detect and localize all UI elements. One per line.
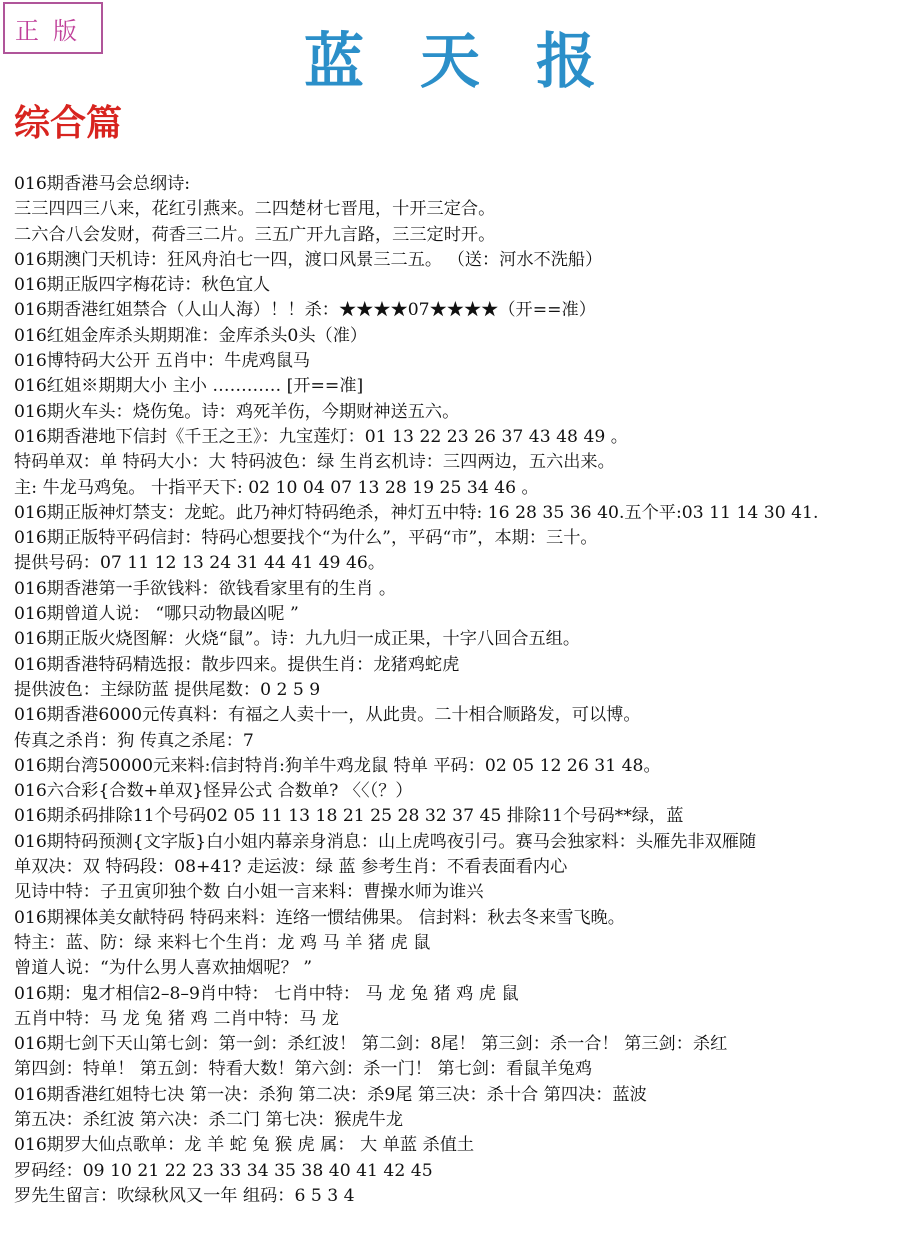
text-line: 传真之杀肖：狗 传真之杀尾：7	[14, 730, 254, 751]
text-line: 二六合八会发财，荷香三二片。三五广开九言路，三三定时开。	[14, 224, 496, 245]
text-line: 016期火车头：烧伤兔。诗：鸡死羊伤，今期财神送五六。	[14, 401, 460, 422]
text-line: 016期香港6000元传真料：有福之人卖十一，从此贵。二十相合顺路发，可以博。	[14, 705, 641, 726]
text-line: 016期香港红姐禁合（人山人海）！！杀：★★★★07★★★★（开==准）	[14, 300, 596, 321]
text-line: 016期正版神灯禁支：龙蛇。此乃神灯特码绝杀，神灯五中特: 16 28 35 36 40.五个平:03 11 14 30 41.	[14, 502, 819, 523]
text-line: 特主：蓝、防：绿 来料七个生肖：龙 鸡 马 羊 猪 虎 鼠	[14, 932, 431, 953]
text-line: 016博特码大公开 五肖中：牛虎鸡鼠马	[14, 351, 311, 372]
section-heading: 综合篇	[14, 102, 123, 144]
text-line: 第四剑：特单！ 第五剑：特看大数！第六剑：杀一门！ 第七剑：看鼠羊兔鸡	[14, 1059, 593, 1080]
text-line: 016期：鬼才相信2–8–9肖中特： 七肖中特： 马 龙 兔 猪 鸡 虎 鼠	[14, 983, 519, 1004]
text-line: 第五决：杀红波 第六决：杀二门 第七决：猴虎牛龙	[14, 1109, 404, 1130]
text-line: 016期正版火烧图解：火烧“鼠”。诗：九九归一成正果，十字八回合五组。	[14, 629, 581, 650]
text-line: 016期香港地下信封《千王之王》：九宝莲灯：01 13 22 23 26 37 43 48 49 。	[14, 426, 628, 447]
text-line: 单双决：双 特码段：08+41? 走运波：绿 蓝 参考生肖：不看表面看内心	[14, 857, 568, 878]
text-line: 016期正版四字梅花诗：秋色宜人	[14, 275, 271, 296]
text-line: 016红姐金库杀头期期准：金库杀头0头（准）	[14, 325, 368, 346]
text-line: 016期特码预测{文字版}白小姐内幕亲身消息：山上虎鸣夜引弓。赛马会独家料：头雁先非双雁随	[14, 831, 757, 852]
text-line: 罗先生留言：吹绿秋风又一年 组码：6 5 3 4	[14, 1185, 355, 1206]
page-title: 蓝天报	[304, 27, 652, 97]
text-line: 016期曾道人说： “哪只动物最凶呢 ”	[14, 604, 299, 625]
text-line: 016期香港马会总纲诗:	[14, 174, 191, 194]
text-line: 提供号码：07 11 12 13 24 31 44 41 49 46。	[14, 553, 386, 574]
text-line: 016红姐※期期大小 主小 ………… [开==准]	[14, 376, 364, 397]
text-line: 三三四四三八来，花红引燕来。二四楚材七晋甩，十开三定合。	[14, 199, 496, 220]
text-line: 主: 牛龙马鸡兔。 十指平天下: 02 10 04 07 13 28 19 25 34 46 。	[14, 477, 539, 498]
text-line: 016期香港红姐特七决 第一决：杀狗 第二决：杀9尾 第三决：杀十合 第四决：蓝波	[14, 1084, 647, 1105]
text-line: 016期杀码排除11个号码02 05 11 13 18 21 25 28 32 37 45 排除11个号码**绿，蓝	[14, 806, 684, 827]
text-line: 提供波色：主绿防蓝 提供尾数：0 2 5 9	[14, 679, 321, 700]
text-line: 016期香港第一手欲钱料：欲钱看家里有的生肖 。	[14, 578, 397, 599]
text-line: 曾道人说：“为什么男人喜欢抽烟呢？ ”	[14, 958, 313, 979]
text-line: 016期七剑下天山第七剑：第一剑：杀红波！ 第二剑：8尾！ 第三剑：杀一合！ 第三剑：杀红	[14, 1034, 728, 1055]
text-line: 罗码经：09 10 21 22 23 33 34 35 38 40 41 42 45	[14, 1160, 433, 1181]
text-line: 016期裸体美女献特码 特码来料：连络一惯结佛果。 信封料：秋去冬来雪飞晚。	[14, 907, 625, 928]
content-lines	[14, 172, 896, 1209]
text-line: 016期罗大仙点歌单：龙 羊 蛇 兔 猴 虎 属： 大 单蓝 杀值土	[14, 1135, 475, 1156]
text-line: 五肖中特：马 龙 兔 猪 鸡 二肖中特：马 龙	[14, 1008, 339, 1029]
text-line: 016期正版特平码信封：特码心想要找个“为什么”，平码“市”，本期：三十。	[14, 528, 598, 549]
text-line: 016期香港特码精选报：散步四来。提供生肖：龙猪鸡蛇虎	[14, 654, 460, 675]
text-line: 016期台湾50000元来料:信封特肖:狗羊牛鸡龙鼠 特单 平码：02 05 12 26 31 48。	[14, 755, 661, 776]
text-line: 016六合彩{合数+单双}怪异公式 合数单? 〈〈（？）	[14, 781, 413, 802]
authentic-stamp: 正版	[3, 2, 103, 54]
text-line: 016期澳门天机诗：狂风舟泊七一四，渡口风景三二五。 （送：河水不洗船）	[14, 249, 603, 270]
text-line: 特码单双：单 特码大小：大 特码波色：绿 生肖玄机诗：三四两边，五六出来。	[14, 452, 615, 473]
text-line: 见诗中特：子丑寅卯独个数 白小姐一言来料：曹操水师为谁兴	[14, 882, 484, 903]
